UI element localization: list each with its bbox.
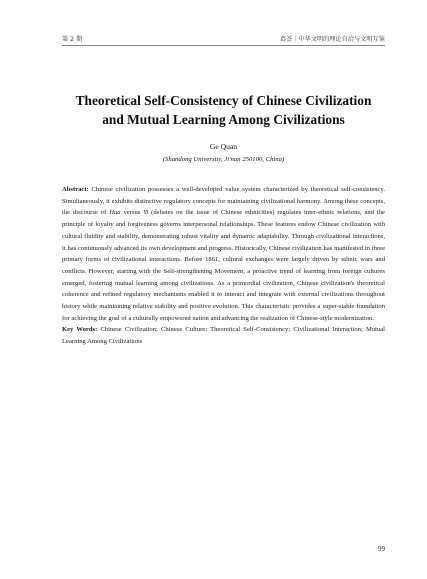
page-number: 99 <box>378 545 385 553</box>
title-line-1: Theoretical Self-Consistency of Chinese Civilization <box>75 93 372 108</box>
title-line-2: and Mutual Learning Among Civilizations <box>102 112 345 127</box>
keywords-text: Chinese Civilization; Chinese Culture; Theoretical Self-Consistency; Civilizational Interaction; Mutual Learning Among Civilizations <box>62 326 386 346</box>
author-name: Ge Quan <box>209 142 238 151</box>
keywords-label: Key Words: <box>62 326 98 334</box>
running-title: 葛荃｜中华文明的理论自洽与文明互鉴 <box>279 36 385 43</box>
keywords-paragraph <box>62 324 385 347</box>
abstract-text-3: (debates on the issue of Chinese ethnicities) regulates inter-ethnic relations, and the principle of loyalty and forgiveness governs interpersonal relationships. These features endow Chinese civilization with cultural fluidity and stability, demonstrating robust vitality and dynamic adaptability. Through civilizational interactions, it has continuously advanced its own development and progress. Historically, Chinese civilization has manifested in three primary forms of civilizational interactions. Before 1861, cultural exchanges were largely driven by ethnic wars and conflicts. However, starting with the Self-strengthening Movement, a proactive trend of learning from foreign cultures emerged, fostering mutual learning among civilizations. As a primordial civilization, Chinese civilization's theoretical coherence and refined regulatory mechanisms enabled it to interact and integrate with external civilizations throughout history while maintaining relative stability and positive evolution. This characteristic provides a super-stable foundation for achieving the goal of a culturally empowered nation and advancing the realization of Chinese-style modernization. <box>62 209 385 322</box>
abstract-paragraph <box>62 184 385 324</box>
header-rule <box>62 45 385 46</box>
abstract-block <box>62 184 385 348</box>
article-title <box>62 91 385 129</box>
issue-number: 第 2 期 <box>62 36 83 43</box>
abstract-term-yi: Yi <box>143 209 149 217</box>
abstract-label: Abstract: <box>62 186 89 193</box>
abstract-text-1: Chinese civilization possesses a well-developed value system characterized by theoretical self-consistency. Simultaneously, it exhibits distinctive regulatory concepts for maintaining civilizational harmony. Among these concepts, the discourse of <box>62 186 385 217</box>
abstract-text-2: versus <box>120 209 144 217</box>
author-affiliation: (Shandong University, Ji'nan 250100, China) <box>162 156 285 163</box>
abstract-term-hua: Hua <box>109 209 121 217</box>
